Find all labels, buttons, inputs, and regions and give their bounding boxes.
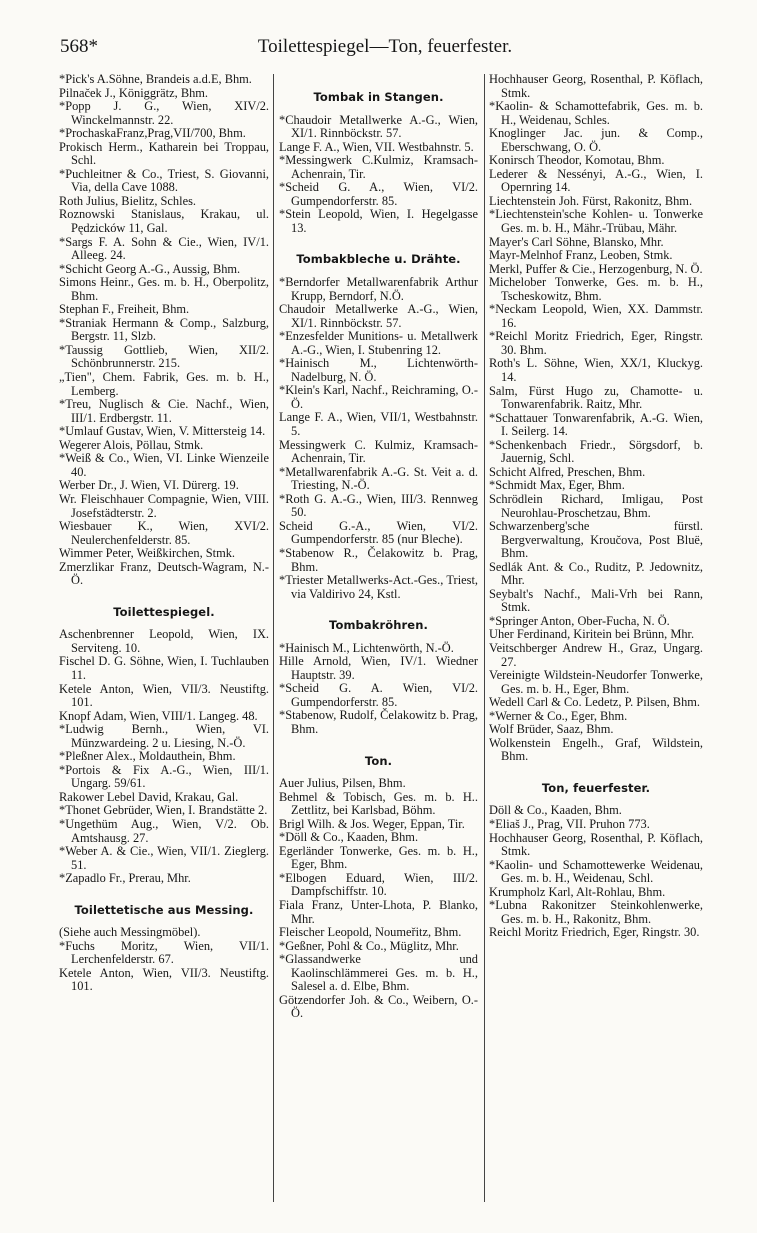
directory-entry: Knoglinger Jac. jun. & Comp., Eberschwang, O. Ö. [489,126,703,154]
directory-entry: Ketele Anton, Wien, VII/3. Neustiftg. 101. [59,681,269,710]
directory-entry: Simons Heinr., Ges. m. b. H., Oberpolitz, Bhm. [59,275,269,303]
directory-entry: *Schenkenbach Friedr., Sörgsdorf, b. Jauernig, Schl. [489,437,703,466]
directory-entry: *Straniak Hermann & Comp., Salzburg, Bergstr. 11, Slzb. [59,315,269,344]
directory-entry: Brigl Wilh. & Jos. Weger, Eppan, Tir. [279,816,465,831]
directory-entry: Hochhauser Georg, Rosenthal, P. Köflach, Stmk. [489,73,703,100]
directory-entry: Messingwerk C. Kulmiz, Kramsach-Achenrain, Tir. [279,437,478,466]
directory-entry: *Liechtenstein'sche Kohlen- u. Tonwerke Ges. m. b. H., Mähr.-Trübau, Mähr. [489,207,703,236]
directory-entry: Konirsch Theodor, Komotau, Bhm. [489,153,665,168]
directory-entry: *Reichl Moritz Friedrich, Eger, Ringstr. 30. Bhm. [489,329,703,357]
directory-entry: *Umlauf Gustav, Wien, V. Mittersteig 14. [59,424,266,439]
directory-entry: *Kaolin- & Schamottefabrik, Ges. m. b. H., Weidenau, Schles. [489,99,703,127]
directory-entry: Fleischer Leopold, Noumeřitz, Bhm. [279,925,462,940]
page-number: 568* [60,36,98,57]
directory-entry: Hochhauser Georg, Rosenthal, P. Köflach, Stmk. [489,830,703,859]
directory-entry: *Weiß & Co., Wien, VI. Linke Wienzeile 40. [59,451,269,479]
directory-entry: *Kaolin- und Schamottewerke Weidenau, Ges. m. b. H., Weidenau, Schl. [489,857,703,886]
directory-entry: *Taussig Gottlieb, Wien, XII/2. Schönbrunnerstr. 215. [59,342,269,371]
section-heading: Tombakröhren. [329,618,428,633]
section-heading: Ton, feuerfester. [541,780,651,795]
directory-entry: Wolf Brüder, Saaz, Bhm. [489,722,614,737]
directory-entry: *Weber A. & Cie., Wien, VII/1. Zieglerg. 51. [59,844,269,872]
directory-entry: *Werner & Co., Eger, Bhm. [489,708,628,723]
directory-entry: Sedlák Ant. & Co., Ruditz, P. Jedownitz, Mhr. [489,559,703,588]
directory-entry: *Lubna Rakonitzer Steinkohlenwerke, Ges. m. b. H., Rakonitz, Bhm. [489,898,703,926]
directory-entry: *Fuchs Moritz, Wien, VII/1. Lerchenfelderstr. 67. [59,938,269,967]
directory-entry: Lange F. A., Wien, VII. Westbahnstr. 5. [279,139,474,154]
directory-entry: *Thonet Gebrüder, Wien, I. Brandstätte 2. [59,803,268,818]
column-divider [273,74,274,1202]
section-heading: Tombak in Stangen. [313,90,444,104]
directory-entry: *Elbogen Eduard, Wien, III/2. Dampfschiffstr. 10. [279,870,478,899]
directory-entry: Götzendorfer Joh. & Co., Weibern, O.-Ö. [279,992,478,1021]
directory-entry: *Geßner, Pohl & Co., Müglitz, Mhr. [279,938,459,953]
directory-entry: Werber Dr., J. Wien, VI. Dürerg. 19. [59,478,239,493]
directory-entry: *Pick's A.Söhne, Brandeis a.d.E, Bhm. [59,73,252,86]
column-2 [279,73,478,1203]
directory-entry: *Metallwarenfabrik A.-G. St. Veit a. d. Triesting, N.-Ö. [279,464,478,493]
directory-entry: Auer Julius, Pilsen, Bhm. [279,776,406,791]
directory-entry: „Tien", Chem. Fabrik, Ges. m. b. H., Lemberg. [59,370,269,398]
directory-entry: Vereinigte Wildstein-Neudorfer Tonwerke, Ges. m. b. H., Eger, Bhm. [489,668,703,696]
directory-entry: Lederer & Nessényi, A.-G., Wien, I. Opernring 14. [489,166,703,195]
directory-entry: *Hainisch M., Lichtenwörth, N.-Ö. [279,640,454,655]
directory-entry: *Treu, Nuglisch & Cie. Nachf., Wien, III/1. Erdbergstr. 11. [59,397,269,425]
directory-entry: Pilnaček J., Königgrätz, Bhm. [59,85,209,100]
directory-entry: Mayr-Melnhof Franz, Leoben, Stmk. [489,248,673,263]
directory-entry: *Enzesfelder Munitions- u. Metallwerk A.-G., Wien, I. Stubenring 12. [279,329,478,357]
column-divider [484,74,485,1202]
directory-entry: *Schattauer Tonwarenfabrik, A.-G. Wien, I. Seilerg. 14. [489,410,703,439]
directory-entry: Egerländer Tonwerke, Ges. m. b. H., Eger, Bhm. [279,843,478,872]
directory-entry: Liechtenstein Joh. Fürst, Rakonitz, Bhm. [489,193,693,208]
directory-entry: Seybalt's Nachf., Mali-Vrh bei Rann, Stmk. [489,586,703,615]
directory-entry: *Chaudoir Metallwerke A.-G., Wien, XI/1. Rinnböckstr. 57. [279,112,478,141]
directory-entry: Ketele Anton, Wien, VII/3. Neustiftg. 101. [59,965,269,994]
directory-entry: *Messingwerk C.Kulmiz, Kramsach-Achenrain, Tir. [279,153,478,181]
directory-entry: *Springer Anton, Ober-Fucha, N. Ö. [489,613,670,628]
directory-entry: Wr. Fleischhauer Compagnie, Wien, VIII. Josefstädterstr. 2. [59,491,269,520]
directory-entry: *Pleßner Alex., Moldauthein, Bhm. [59,749,236,764]
directory-entry: Rakower Lebel David, Krakau, Gal. [59,789,239,804]
directory-entry: Chaudoir Metallwerke A.-G., Wien, XI/1. Rinnböckstr. 57. [279,302,478,330]
section-heading: Toilettespiegel. [113,604,215,619]
directory-entry: Krumpholz Karl, Alt-Rohlau, Bhm. [489,884,666,899]
directory-entry: *Ludwig Bernh., Wien, VI. Münzwardeing. 2 u. Liesing, N.-Ö. [59,722,269,750]
directory-entry: Fiala Franz, Unter-Lhota, P. Blanko, Mhr. [279,897,478,926]
directory-entry: Wimmer Peter, Weißkirchen, Stmk. [59,546,236,561]
directory-entry: Zmerzlikar Franz, Deutsch-Wagram, N.-Ö. [59,559,269,588]
directory-entry: *Ungethüm Aug., Wien, V/2. Ob. Amtshausg. 27. [59,816,269,845]
directory-entry: Schrödlein Richard, Imligau, Post Neurohlau-Proschetzau, Bhm. [489,491,703,520]
page-header [60,36,710,64]
directory-entry: Salm, Fürst Hugo zu, Chamotte- u. Tonwarenfabrik. Raitz, Mhr. [489,383,703,412]
directory-entry: *Stabenow R., Čelakowitz b. Prag, Bhm. [279,545,478,574]
directory-entry: *Triester Metallwerks-Act.-Ges., Triest, via Valdirivo 24, Kstl. [279,573,478,601]
directory-entry: *Hainisch M., Lichtenwörth-Nadelburg, N. Ö. [279,356,478,384]
column-3 [489,73,703,1203]
directory-entry: Hille Arnold, Wien, IV/1. Wiedner Hauptstr. 39. [279,654,478,682]
directory-entry: *Klein's Karl, Nachf., Reichraming, O.-Ö. [279,383,478,411]
directory-entry: *Schmidt Max, Eger, Bhm. [489,478,625,493]
directory-entry: Döll & Co., Kaaden, Bhm. [489,803,622,818]
directory-entry: Schicht Alfred, Preschen, Bhm. [489,464,646,479]
directory-entry: Behmel & Tobisch, Ges. m. b. H.. Zettlitz, bei Karlsbad, Böhm. [279,789,478,818]
directory-entry: Fischel D. G. Söhne, Wien, I. Tuchlauben 11. [59,654,269,682]
directory-entry: *Puchleitner & Co., Triest, S. Giovanni, Via, della Cave 1088. [59,166,269,195]
directory-entry: Wolkenstein Engelh., Graf, Wildstein, Bhm. [489,735,703,764]
directory-entry: *Stabenow, Rudolf, Čelakowitz b. Prag, Bhm. [279,708,478,736]
directory-entry: *Zapadlo Fr., Prerau, Mhr. [59,871,191,886]
directory-entry: *Scheid G. A. Wien, VI/2. Gumpendorferstr. 85. [279,681,478,709]
section-heading: Ton. [364,753,393,768]
directory-entry: Prokisch Herm., Katharein bei Troppau, Schl. [59,139,269,168]
directory-entry: *Sargs F. A. Sohn & Cie., Wien, IV/1. Alleeg. 24. [59,234,269,263]
column-1 [59,73,269,1203]
directory-entry: *ProchaskaFranz,Prag,VII/700, Bhm. [59,126,246,141]
directory-entry: Reichl Moritz Friedrich, Eger, Ringstr. 30. [489,925,700,940]
directory-entry: Veitschberger Andrew H., Graz, Ungarg. 27. [489,640,703,669]
directory-entry: Wiesbauer K., Wien, XVI/2. Neulerchenfelderstr. 85. [59,519,269,547]
directory-entry: Wegerer Alois, Pöllau, Stmk. [59,437,204,452]
directory-entry: Uher Ferdinand, Kiritein bei Brünn, Mhr. [489,627,695,642]
section-note: (Siehe auch Messingmöbel). [59,925,201,940]
directory-entry: *Glassandwerke und Kaolinschlämmerei Ges. m. b. H., Salesel a. d. Elbe, Bhm. [279,952,478,994]
directory-entry: Roth Julius, Bielitz, Schles. [59,193,196,208]
directory-entry: Schwarzenberg'sche fürstl. Bergverwaltung, Kroučova, Post Bluë, Bhm. [489,519,703,561]
section-heading: Tombakbleche u. Drähte. [296,252,461,267]
directory-entry: Mayer's Carl Söhne, Blansko, Mhr. [489,234,664,249]
directory-entry: *Popp J. G., Wien, XIV/2. Winckelmannstr. 22. [59,99,269,127]
directory-entry: *Stein Leopold, Wien, I. Hegelgasse 13. [279,207,478,235]
directory-entry: *Roth G. A.-G., Wien, III/3. Rennweg 50. [279,491,478,520]
running-title: Toilettespiegel—Ton, feuerfester. [257,36,513,57]
directory-entry: Stephan F., Freiheit, Bhm. [59,302,190,317]
directory-entry: *Scheid G. A., Wien, VI/2. Gumpendorferstr. 85. [279,180,478,208]
directory-entry: Michelober Tonwerke, Ges. m. b. H., Tscheskowitz, Bhm. [489,275,703,303]
directory-entry: *Döll & Co., Kaaden, Bhm. [279,830,419,845]
directory-entry: Wedell Carl & Co. Ledetz, P. Pilsen, Bhm. [489,695,700,710]
directory-entry: Aschenbrenner Leopold, Wien, IX. Serviteng. 10. [59,627,269,655]
directory-entry: *Eliaš J., Prag, VII. Pruhon 773. [489,816,650,831]
section-heading: Toilettetische aus Messing. [74,902,254,917]
directory-entry: Merkl, Puffer & Cie., Herzogenburg, N. Ö. [489,261,703,276]
directory-entry: *Schicht Georg A.-G., Aussig, Bhm. [59,261,241,276]
directory-entry: *Portois & Fix A.-G., Wien, III/1. Ungarg. 59/61. [59,762,269,791]
directory-entry: Knopf Adam, Wien, VIII/1. Langeg. 48. [59,708,258,723]
directory-entry: Scheid G.-A., Wien, VI/2. Gumpendorferstr. 85 (nur Bleche). [279,518,478,547]
directory-entry: Lange F. A., Wien, VII/1, Westbahnstr. 5. [279,410,478,439]
directory-entry: *Berndorfer Metallwarenfabrik Arthur Krupp, Berndorf, N.Ö. [279,275,478,303]
directory-entry: Roznowski Stanislaus, Krakau, ul. Pędzicków 11, Gal. [59,207,269,236]
directory-entry: Roth's L. Söhne, Wien, XX/1, Kluckyg. 14. [489,356,703,385]
directory-entry: *Neckam Leopold, Wien, XX. Dammstr. 16. [489,302,703,330]
